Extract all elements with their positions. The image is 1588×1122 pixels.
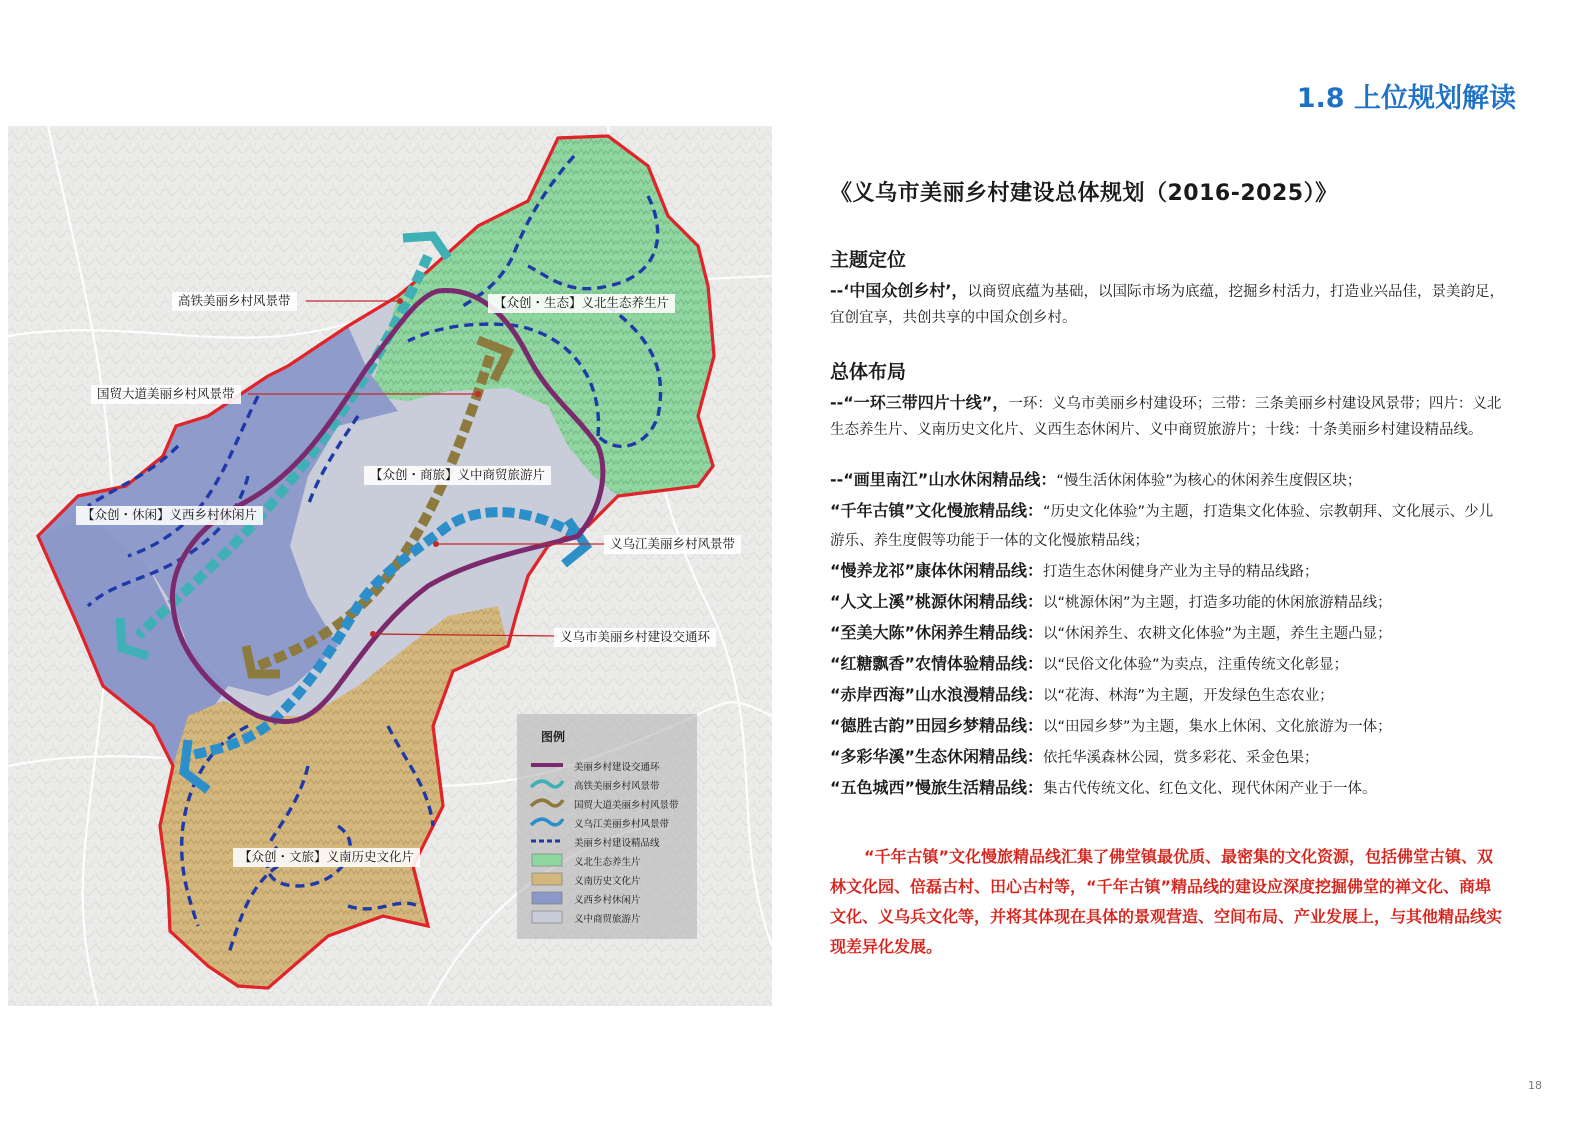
route-name: “红糖飘香”农情体验精品线： bbox=[830, 654, 1044, 673]
legend-item bbox=[529, 853, 641, 869]
callout-rail: 高铁美丽乡村风景带 bbox=[172, 292, 297, 311]
route-name: --“画里南江”山水休闲精品线： bbox=[830, 470, 1057, 489]
callout-ring: 义乌市美丽乡村建设交通环 bbox=[554, 628, 716, 647]
legend-label: 义乌江美丽乡村风景带 bbox=[574, 819, 670, 830]
legend-label: 义西乡村休闲片 bbox=[574, 895, 641, 906]
legend-label: 美丽乡村建设交通环 bbox=[574, 762, 660, 773]
route-item bbox=[830, 556, 1506, 587]
route-name: “德胜古韵”田园乡梦精品线： bbox=[830, 716, 1044, 735]
page-number: 18 bbox=[1528, 1079, 1542, 1092]
legend-item bbox=[529, 815, 669, 831]
route-item bbox=[830, 587, 1506, 618]
zone-label-central: 【众创・商旅】义中商贸旅游片 bbox=[364, 466, 551, 485]
planning-map bbox=[8, 126, 772, 1006]
route-desc: 以“休闲养生、农耕文化体验”为主题，养生主题凸显； bbox=[1043, 626, 1392, 642]
legend-swatch bbox=[529, 892, 565, 906]
legend-label: 义中商贸旅游片 bbox=[574, 914, 641, 925]
legend-item bbox=[529, 872, 641, 888]
legend-label: 义南历史文化片 bbox=[574, 876, 641, 887]
theme-body: 以商贸底蕴为基础，以国际市场为底蕴，挖掘乡村活力，打造业兴品佳，景美韵足，宜创宜享，共创共享的中国众创乡村。 bbox=[830, 284, 1504, 326]
legend-label: 国贸大道美丽乡村风景带 bbox=[574, 800, 679, 811]
layout-lead: --“一环三带四片十线”， bbox=[830, 393, 1009, 412]
route-desc: “历史文化体验”为主题，打造集文化体验、宗教朝拜、文化展示、少儿游乐、养生度假等功能于一体的文化慢旅精品线； bbox=[830, 504, 1494, 549]
zone-label-south: 【众创・文旅】义南历史文化片 bbox=[233, 848, 420, 867]
legend-swatch bbox=[529, 797, 565, 811]
layout-paragraph bbox=[830, 390, 1506, 443]
route-desc: 以“民俗文化体验”为卖点，注重传统文化彰显； bbox=[1043, 657, 1349, 673]
map-legend bbox=[517, 714, 697, 939]
legend-item bbox=[529, 796, 679, 812]
route-item bbox=[830, 618, 1506, 649]
legend-label: 高铁美丽乡村风景带 bbox=[574, 781, 660, 792]
legend-swatch bbox=[529, 778, 565, 792]
legend-item bbox=[529, 834, 660, 850]
route-item bbox=[830, 649, 1506, 680]
route-name: “至美大陈”休闲养生精品线： bbox=[830, 623, 1044, 642]
route-name: “多彩华溪”生态休闲精品线： bbox=[830, 747, 1044, 766]
legend-swatch bbox=[529, 854, 565, 868]
callout-river: 义乌江美丽乡村风景带 bbox=[604, 535, 741, 554]
theme-paragraph bbox=[830, 278, 1506, 331]
legend-label: 美丽乡村建设精品线 bbox=[574, 838, 660, 849]
route-desc: 以“花海、林海”为主题，开发绿色生态农业； bbox=[1043, 688, 1334, 704]
theme-lead: --‘中国众创乡村’， bbox=[830, 281, 968, 300]
route-name: “五色城西”慢旅生活精品线： bbox=[830, 778, 1044, 797]
route-item bbox=[830, 465, 1506, 496]
zone-label-north: 【众创・生态】义北生态养生片 bbox=[488, 294, 675, 313]
legend-item bbox=[529, 758, 660, 774]
legend-item bbox=[529, 891, 641, 907]
route-name: “千年古镇”文化慢旅精品线： bbox=[830, 501, 1044, 520]
route-item bbox=[830, 742, 1506, 773]
layout-body: 一环：义乌市美丽乡村建设环；三带：三条美丽乡村建设风景带；四片：义北生态养生片、义南历史文化片、义西生态休闲片、义中商贸旅游片；十线：十条美丽乡村建设精品线。 bbox=[830, 396, 1502, 438]
plan-description bbox=[830, 176, 1506, 962]
route-name: “慢养龙祁”康体休闲精品线： bbox=[830, 561, 1044, 580]
legend-item bbox=[529, 777, 660, 793]
route-desc: 集古代传统文化、红色文化、现代休闲产业于一体。 bbox=[1043, 781, 1377, 797]
legend-swatch bbox=[529, 816, 565, 830]
route-item bbox=[830, 680, 1506, 711]
route-name: “人文上溪”桃源休闲精品线： bbox=[830, 592, 1044, 611]
legend-swatch bbox=[529, 759, 565, 773]
route-desc: “慢生活休闲体验”为核心的休闲养生度假区块； bbox=[1056, 473, 1362, 489]
legend-swatch bbox=[529, 911, 565, 925]
legend-swatch bbox=[529, 873, 565, 887]
route-list bbox=[830, 465, 1506, 804]
legend-item bbox=[529, 910, 641, 926]
route-item bbox=[830, 496, 1506, 556]
route-desc: 依托华溪森林公园，赏多彩花、采金色果； bbox=[1043, 750, 1319, 766]
legend-title: 图例 bbox=[541, 730, 566, 744]
route-item bbox=[830, 773, 1506, 804]
route-desc: 以“田园乡梦”为主题，集水上休闲、文化旅游为一体； bbox=[1043, 719, 1392, 735]
layout-heading: 总体布局 bbox=[830, 361, 907, 383]
callout-trade-avenue: 国贸大道美丽乡村风景带 bbox=[91, 385, 241, 404]
route-desc: 打造生态休闲健身产业为主导的精品线路； bbox=[1043, 564, 1319, 580]
route-item bbox=[830, 711, 1506, 742]
route-desc: 以“桃源休闲”为主题，打造多功能的休闲旅游精品线； bbox=[1043, 595, 1392, 611]
section-title: 1.8 上位规划解读 bbox=[1296, 83, 1516, 114]
route-name: “赤岸西海”山水浪漫精品线： bbox=[830, 685, 1044, 704]
document-title: 《义乌市美丽乡村建设总体规划（2016-2025）》 bbox=[830, 181, 1338, 206]
theme-heading: 主题定位 bbox=[830, 249, 907, 271]
zone-label-west: 【众创・休闲】义西乡村休闲片 bbox=[76, 506, 263, 525]
legend-swatch bbox=[529, 835, 565, 849]
highlight-paragraph: “千年古镇”文化慢旅精品线汇集了佛堂镇最优质、最密集的文化资源，包括佛堂古镇、双林文化园、倍磊古村、田心古村等，“千年古镇”精品线的建设应深度挖掘佛堂的禅文化、商埠文化、义乌兵文化等，并将其体现在具体的景观营造、空间布局、产业发展上，与其他精品线实现差异化发展。 bbox=[830, 847, 1503, 956]
legend-label: 义北生态养生片 bbox=[574, 857, 641, 868]
